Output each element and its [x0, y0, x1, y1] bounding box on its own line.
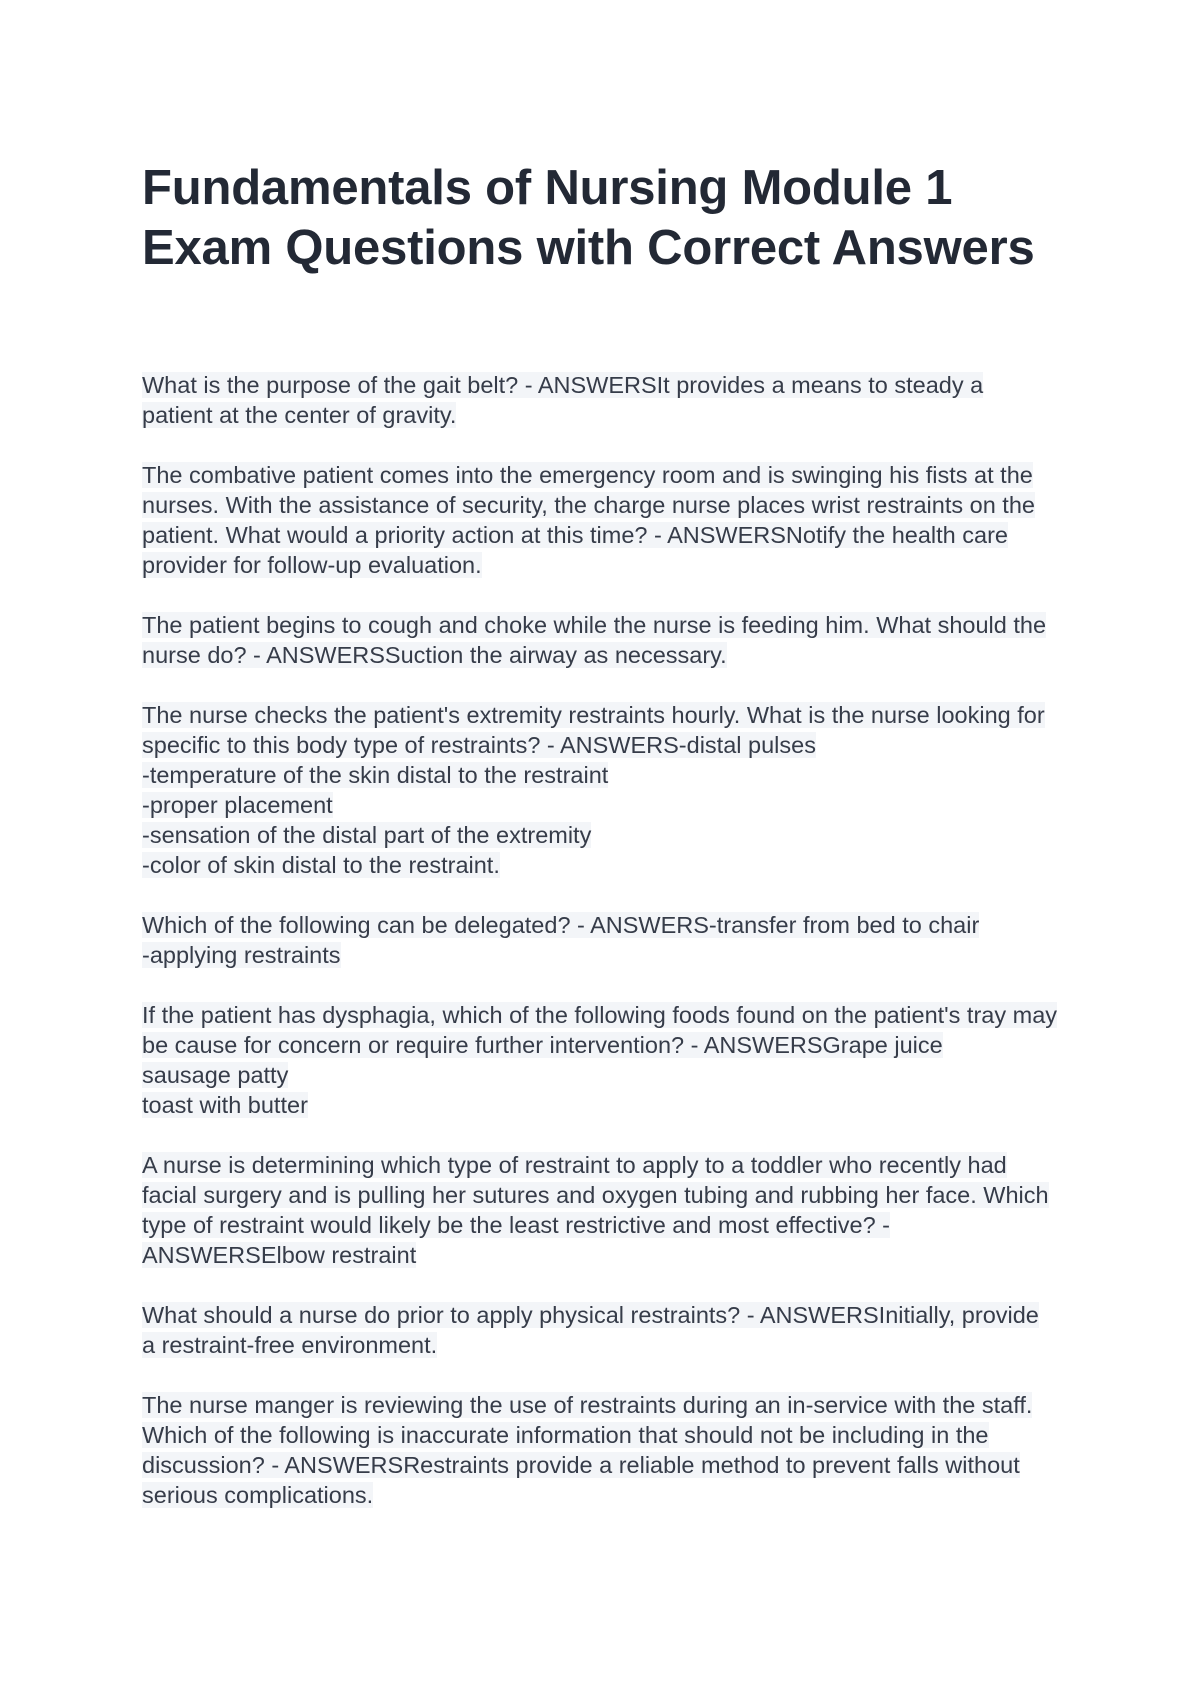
question-answer-text: -proper placement — [142, 792, 333, 818]
question-answer-line — [142, 850, 1072, 880]
question-answer-line — [142, 1180, 1072, 1210]
question-answer-text: a restraint-free environment. — [142, 1332, 438, 1358]
question-answer-text: -sensation of the distal part of the extremity — [142, 822, 592, 848]
question-answer-line — [142, 1420, 1072, 1450]
question-answer-item — [142, 1300, 1072, 1360]
title-line-2: Exam Questions with Correct Answers — [142, 221, 1035, 275]
question-answer-text: toast with butter — [142, 1092, 308, 1118]
question-answer-text: provider for follow-up evaluation. — [142, 552, 482, 578]
question-answer-text: nurses. With the assistance of security, the charge nurse places wrist restraints on the — [142, 492, 1035, 518]
question-answer-line — [142, 610, 1072, 640]
question-answer-text: sausage patty — [142, 1062, 289, 1088]
question-answer-text: patient. What would a priority action at this time? - ANSWERSNotify the health care — [142, 522, 1008, 548]
question-answer-line — [142, 520, 1072, 550]
question-answer-item — [142, 370, 1072, 430]
document-title — [142, 158, 1072, 278]
question-answer-text: The combative patient comes into the emergency room and is swinging his fists at the — [142, 462, 1033, 488]
question-answer-line — [142, 1210, 1072, 1240]
question-answer-line — [142, 490, 1072, 520]
question-answer-line — [142, 820, 1072, 850]
question-answer-line — [142, 1480, 1072, 1510]
question-answer-text: patient at the center of gravity. — [142, 402, 457, 428]
question-answer-text: What is the purpose of the gait belt? - ANSWERSIt provides a means to steady a — [142, 372, 984, 398]
question-answer-line — [142, 1300, 1072, 1330]
question-answer-text: be cause for concern or require further intervention? - ANSWERSGrape juice — [142, 1032, 943, 1058]
question-answer-line — [142, 400, 1072, 430]
question-answer-item — [142, 1390, 1072, 1510]
question-answer-text: -applying restraints — [142, 942, 341, 968]
question-answer-text: A nurse is determining which type of restraint to apply to a toddler who recently had — [142, 1152, 1007, 1178]
question-answer-item — [142, 460, 1072, 580]
question-answer-text: nurse do? - ANSWERSSuction the airway as necessary. — [142, 642, 727, 668]
question-answer-line — [142, 1030, 1072, 1060]
question-answer-text: specific to this body type of restraints? - ANSWERS-distal pulses — [142, 732, 816, 758]
question-answer-text: Which of the following can be delegated? - ANSWERS-transfer from bed to chair — [142, 912, 980, 938]
question-answer-text: serious complications. — [142, 1482, 374, 1508]
question-answer-text: -temperature of the skin distal to the restraint — [142, 762, 609, 788]
question-answer-item — [142, 700, 1072, 880]
question-answer-line — [142, 760, 1072, 790]
question-answer-text: What should a nurse do prior to apply physical restraints? - ANSWERSInitially, provide — [142, 1302, 1039, 1328]
question-answer-text: The patient begins to cough and choke while the nurse is feeding him. What should the — [142, 612, 1047, 638]
question-answer-line — [142, 1240, 1072, 1270]
question-answer-line — [142, 700, 1072, 730]
question-answer-list — [142, 370, 1072, 1510]
question-answer-text: The nurse checks the patient's extremity restraints hourly. What is the nurse looking for — [142, 702, 1045, 728]
question-answer-line — [142, 460, 1072, 490]
question-answer-text: The nurse manger is reviewing the use of restraints during an in-service with the staff. — [142, 1392, 1033, 1418]
question-answer-line — [142, 370, 1072, 400]
question-answer-line — [142, 730, 1072, 760]
title-line-1: Fundamentals of Nursing Module 1 — [142, 161, 953, 215]
question-answer-line — [142, 1060, 1072, 1090]
question-answer-line — [142, 1330, 1072, 1360]
question-answer-text: -color of skin distal to the restraint. — [142, 852, 500, 878]
question-answer-line — [142, 1450, 1072, 1480]
question-answer-text: ANSWERSElbow restraint — [142, 1242, 417, 1268]
question-answer-text: If the patient has dysphagia, which of the following foods found on the patient's tray may — [142, 1002, 1058, 1028]
question-answer-line — [142, 1090, 1072, 1120]
question-answer-line — [142, 1390, 1072, 1420]
question-answer-line — [142, 550, 1072, 580]
question-answer-text: Which of the following is inaccurate information that should not be including in the — [142, 1422, 989, 1448]
question-answer-item — [142, 910, 1072, 970]
document-page — [142, 158, 1072, 1540]
question-answer-item — [142, 1000, 1072, 1120]
question-answer-text: discussion? - ANSWERSRestraints provide a reliable method to prevent falls without — [142, 1452, 1020, 1478]
question-answer-line — [142, 1000, 1072, 1030]
question-answer-text: facial surgery and is pulling her sutures and oxygen tubing and rubbing her face. Which — [142, 1182, 1049, 1208]
question-answer-line — [142, 910, 1072, 940]
question-answer-item — [142, 610, 1072, 670]
question-answer-line — [142, 640, 1072, 670]
question-answer-item — [142, 1150, 1072, 1270]
question-answer-line — [142, 790, 1072, 820]
question-answer-line — [142, 1150, 1072, 1180]
question-answer-line — [142, 940, 1072, 970]
question-answer-text: type of restraint would likely be the least restrictive and most effective? - — [142, 1212, 890, 1238]
